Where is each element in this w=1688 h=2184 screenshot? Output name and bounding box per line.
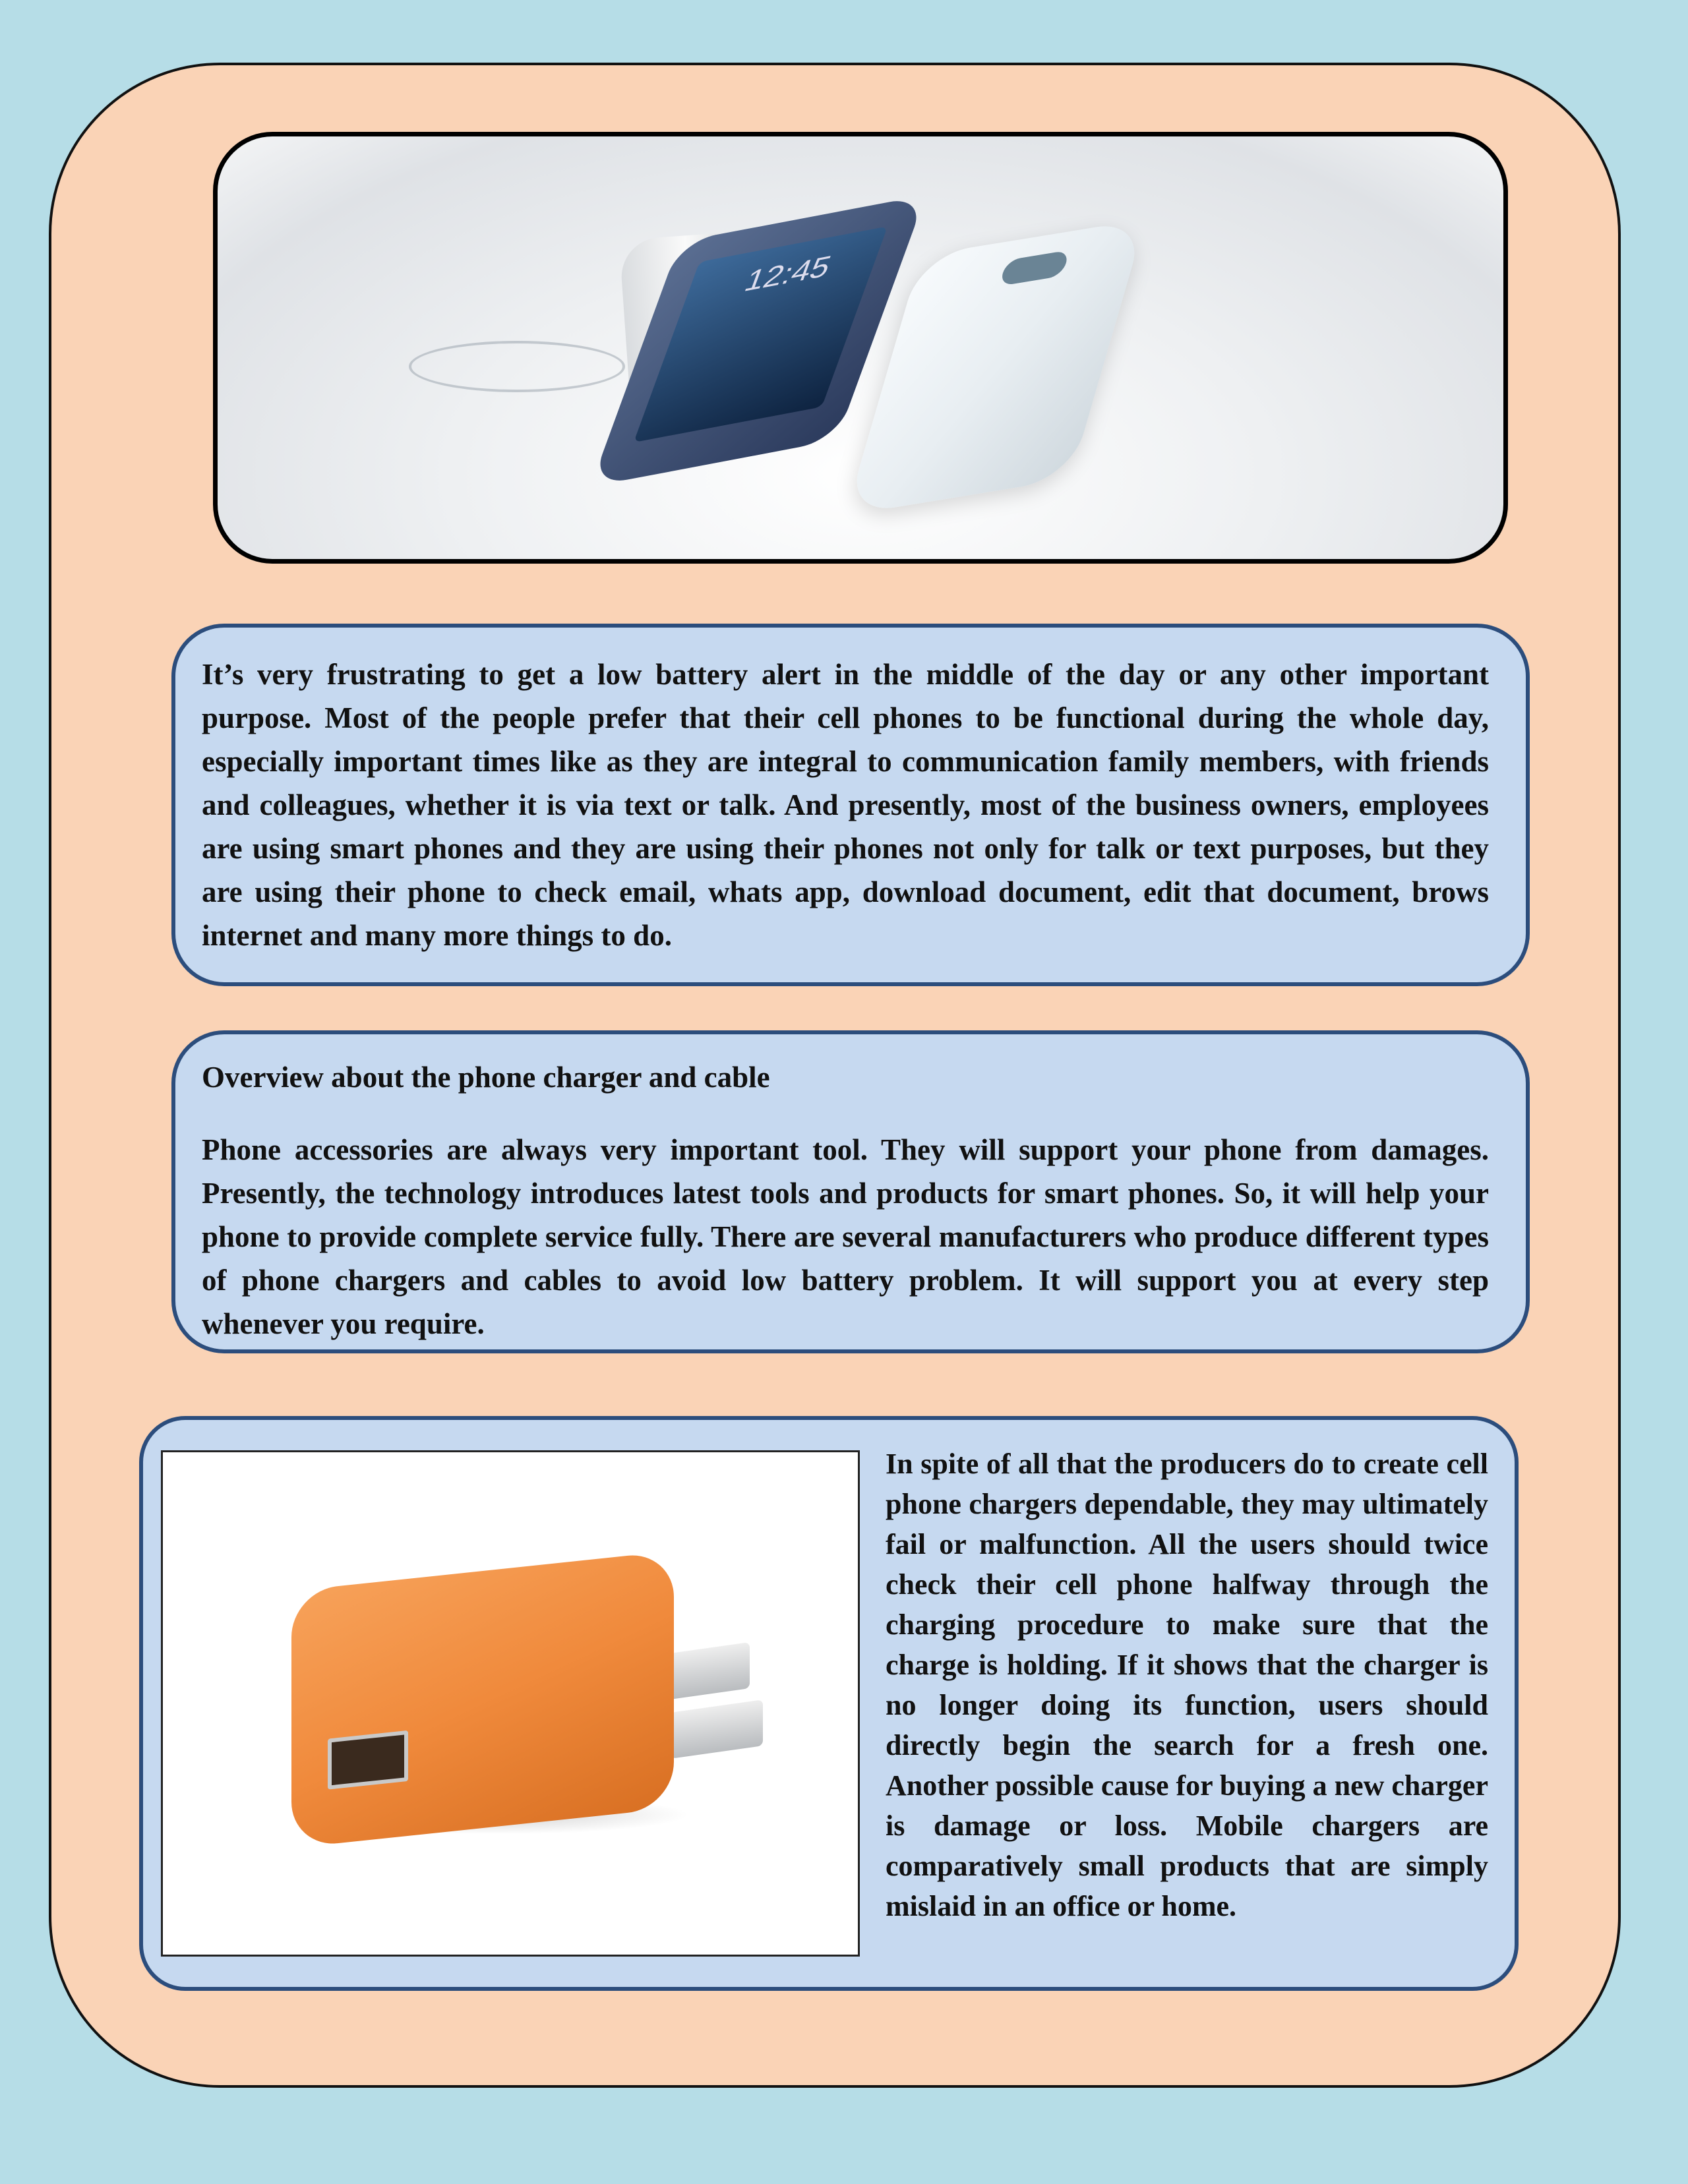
overview-box: [171, 1030, 1530, 1353]
usb-port: [328, 1730, 408, 1790]
overview-text: Phone accessories are always very important tool. They will support your phone from damages. Presently, the technology introduces latest tools and products for smart phones. So, it will help your phone to provide complete service fully. There are several manufacturers who produce different types of phone chargers and cables to avoid low battery problem. It will support you at every step whenever you require.: [202, 1133, 1489, 1340]
phone-clock: 12:45: [740, 249, 836, 299]
charger-box: [139, 1416, 1519, 1991]
intro-box: [171, 624, 1530, 986]
water-ripple: [409, 341, 625, 392]
charger-image: [161, 1450, 860, 1957]
overview-heading: Overview about the phone charger and cable: [202, 1061, 770, 1094]
charger-body: [291, 1551, 674, 1848]
charger-text: In spite of all that the producers do to create cell phone chargers dependable, they may ultimately fail or malfunction. All the users should twice check their cell phone halfway through the charging procedure to make sure that the charge is holding. If it shows that the charger is no longer doing its function, users should directly begin the search for a fresh one. Another possible cause for buying a new charger is damage or loss. Mobile chargers are comparatively small products that are simply mislaid in an office or home.: [886, 1448, 1488, 1922]
charger-prong: [671, 1699, 763, 1759]
intro-text: It’s very frustrating to get a low battery alert in the middle of the day or any other important purpose. Most of the people prefer that their cell phones to be functional during the whole day, especially important times like as they are integral to communication family members, with friends and colleagues, whether it is via text or talk. And presently, most of the business owners, employees are using smart phones and they are using their phones not only for talk or text purposes, but they are using their phone to check email, whats app, download document, edit that document, brows internet and many more things to do.: [202, 658, 1489, 952]
hero-phones-image: [213, 132, 1508, 564]
